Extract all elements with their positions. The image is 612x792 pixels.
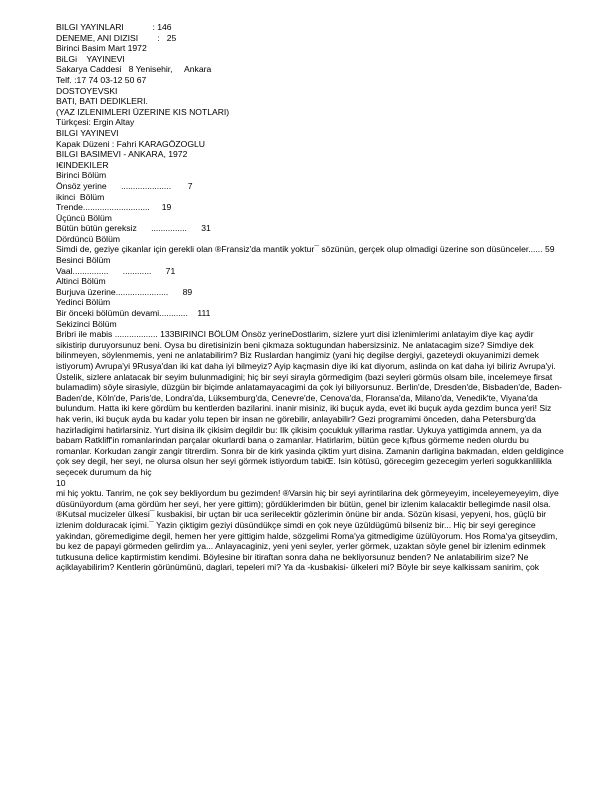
imprint-line: Sakarya Caddesi 8 Yenisehir, Ankara [56, 64, 212, 75]
toc-entry: Trende............................ 19 [56, 202, 172, 213]
author-name: DOSTOYEVSKI [56, 85, 118, 96]
page-number: 10 [56, 477, 66, 488]
toc-chapter-heading: Sekizinci Bölüm [56, 318, 117, 329]
toc-chapter-heading: Altinci Bölüm [56, 276, 106, 287]
imprint-line: BiLGi YAYINEVI [56, 53, 125, 64]
imprint-line: Birinci Basim Mart 1972 [56, 43, 147, 54]
toc-chapter-heading: ikinci Bölüm [56, 191, 105, 202]
toc-chapter-heading: Üçüncü Bölüm [56, 212, 112, 223]
toc-entry: Burjuva üzerine...................... 89 [56, 286, 193, 297]
imprint-line: Kapak Düzeni : Fahri KARAGÖZOGLU [56, 138, 206, 149]
toc-chapter-heading: Yedinci Bölüm [56, 297, 111, 308]
toc-entry: Önsöz yerine ..................... 7 [56, 180, 193, 191]
imprint-line: BILGI BASIMEVI - ANKARA, 1972 [56, 149, 188, 160]
body-paragraph: Bribri ile mabis .................. 133BIRINCI BÖLÜM Önsöz yerineDostlarim, sizlere yurt disi izlenimlerimi anlatayim diye kaç aydir sikistirip duruyorsunuz beni. Oysa bu diretisinizin beni çikmaza soktugundan habersizsiniz. Ne anlatacagim size? Simdiye dek bilinmeyen, söylenmemis, yeni ne anlatabilirim? Biz Ruslardan hangimiz (yani hiç degilse dergiyi, gazeteydi okuyanimizi demek istiyorum) Avrupa'yi 9Rusya'dan iki kat daha iyi bilmeyiz? Ayip kaçmasin diye iki kat diyorum, aslinda on kat daha iyi biliriz Avrupa'yi. Üstelik, sizlere anlatacak bir seyim bulunmadigini; hiç bir seyi sirayla görmedigim (bazi seyleri görmüs olsam bile, incelemeye firsat bulamadim) söyle sirasiyle, düzgün bir biçimde anlatamayacagimi da çok iyi biliyorsunuz. Berlin'de, Dresden'de, Bisbaden'de, Baden-Baden'de, Köln'de, Paris'de, Londra'da, Lüksemburg'da, Cenevre'de, Cenova'da, Floransa'da, Milano'da, Venedik'te, Viyana'da bulundum. Hatta iki kere gördüm bu kentlerden bazilarini. inanir misiniz, iki buçuk ayda, evet iki buçuk ayda gezdim bunca yeri! Siz hak verin, iki buçuk ayda bu kadar yolu tepen bir insan ne görebilir, anlayabilir? Gezi programimi önceden, daha Petersburg'da hazirladigimi hatirlarsiniz. Yurt disina ilk çikisim degildir bu: Ilk çikisim çocukluk yillarima rastlar. Uykuya yattigimda annem, ya da babam Ratkliff'in romanlarindan parçalar okurlardi bana o zamanlar. Hatirlarim, bütün gece k¡fbus görmeme neden olurdu bu romanlar. Korkudan zangir zangir titrerdim. Sonra bir de kirk yasinda çiktim yurt disina. Zamanin darligina bakmadan, elden geldigince çok sey degil, her seyi, ne olursa olsun her seyi görmek istiyordum tabiŒ. Isin kötüsü, görecegim gezecegim yerleri sogukkanlilikla seçecek durumum da hiç [56, 329, 564, 477]
body-paragraph: mi hiç yoktu. Tanrim, ne çok sey bekliyordum bu gezimden! ®Varsin hiç bir seyi ayrintilarina dek görmeyeyim, inceleyemeyeyim, diye düsünüyordum (ama gördüm her seyi, her yere gittim); gördüklerimden bir bütün, genel bir izlenim kalacaktir bellegimde nasil olsa. ®Kutsal mucizeler ülkesi¯ kusbakisi, bir uçtan bir uca serilecektir gözlerimin önüne bir anda. Sözün kisasi, yepyeni, hos, güçlü bir izlenim dolduracak içimi.¯ Yazin çiktigim geziyi düsündükçe simdi en çok neye üzüldügümü bilseniz bir... Hiç bir seyi geregince yakindan, göremedigime degil, hemen her yere gittigim halde, sözgelimi Roma'ya gitmedigime üzülüyorum. Hos Roma'ya gitseydim, bu kez de papayi görmeden gelirdim ya... Anlayacaginiz, yeni yeni seyler, yerler görmek, uzaktan söyle genel bir izlenim edinmek tutkusuna delice kaptirmistim kendimi. Böylesine bir itiraftan sonra daha ne bekliyorsunuz benden? Ne anlatabilirim size? Ne açiklayabilirim? Kentlerin görünümünü, daglari, tepeleri mi? Ya da -kusbakisi- ülkeleri mi? Böyle bir seye kalkissam sanirim, çok [56, 488, 559, 573]
toc-entry: Vaal............... ............ 71 [56, 265, 176, 276]
toc-chapter-heading: Birinci Bölüm [56, 170, 107, 181]
imprint-line: BILGI YAYINLARI : 146 [56, 22, 172, 32]
toc-heading: I€INDEKILER [56, 159, 109, 170]
toc-chapter-heading: Besinci Bölüm [56, 255, 111, 266]
book-title: BATI, BATI DEDIKLERI. [56, 96, 148, 107]
imprint-line: DENEME, ANI DIZISI : 25 [56, 32, 177, 43]
page-content [56, 22, 564, 573]
book-subtitle: (YAZ IZLENIMLERI ÜZERINE KIS NOTLARI) [56, 106, 230, 117]
toc-entry: Bütün bütün gereksiz ............... 31 [56, 223, 211, 234]
translator-line: Türkçesi: Ergin Altay [56, 117, 135, 128]
imprint-line: BILGI YAYINEVI [56, 127, 119, 138]
toc-entry: Simdi de, geziye çikanlar için gerekli olan ®Fransiz'da mantik yoktur¯ sözünün, gerçek olup olmadigi üzerine son düsünceler...... 59 [56, 244, 555, 255]
toc-entry: Bir önceki bölümün devami............ 111 [56, 308, 211, 319]
toc-chapter-heading: Dördüncü Bölüm [56, 233, 121, 244]
imprint-line: Telf. :17 74 03-12 50 67 [56, 74, 147, 85]
